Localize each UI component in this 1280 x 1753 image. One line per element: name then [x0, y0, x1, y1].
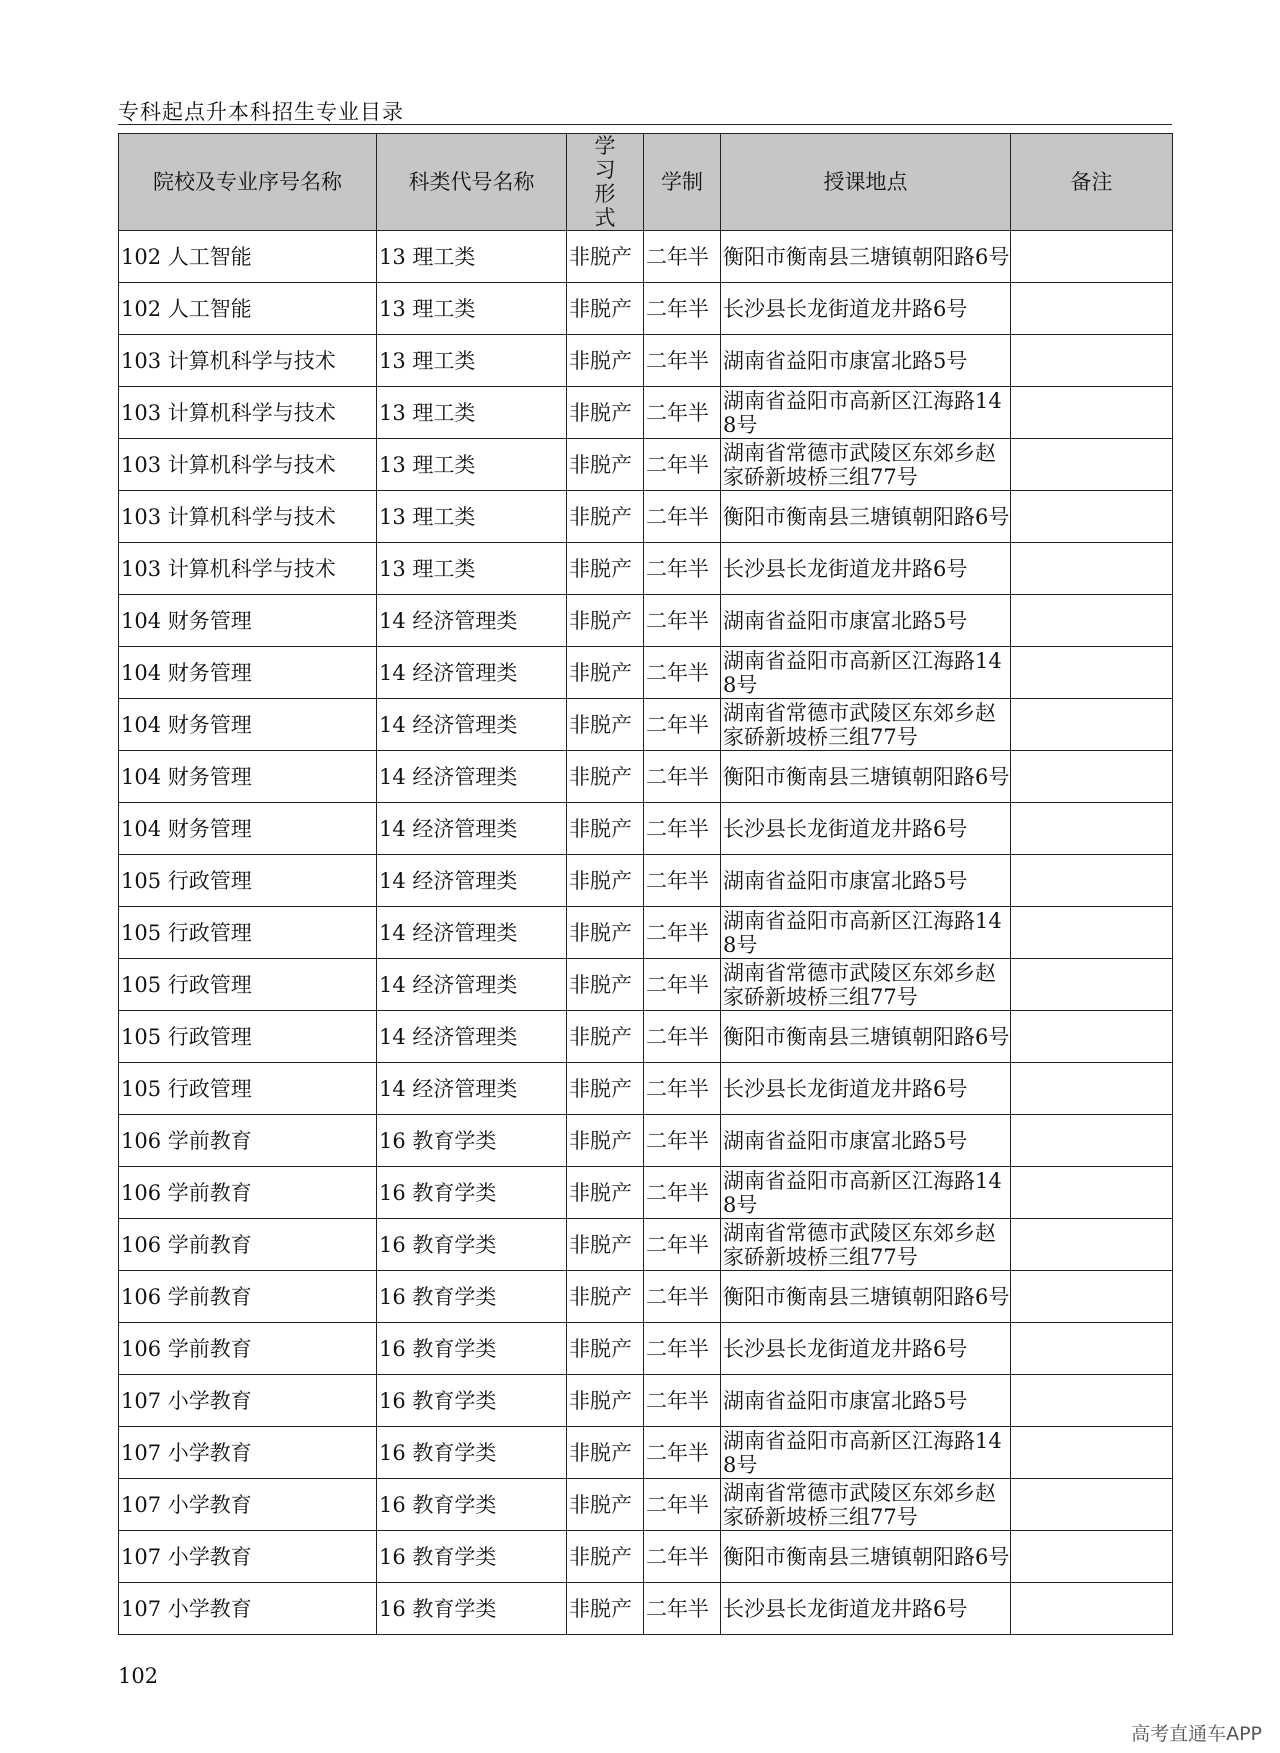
- cell-duration: 二年半: [644, 387, 721, 439]
- cell-study-form: 非脱产: [567, 1167, 644, 1219]
- page-number: 102: [118, 1664, 159, 1688]
- cell-location: 湖南省益阳市高新区江海路148号: [721, 647, 1011, 699]
- cell-category: 14 经济管理类: [377, 595, 567, 647]
- cell-study-form: 非脱产: [567, 491, 644, 543]
- cell-category: 16 教育学类: [377, 1271, 567, 1323]
- cell-location: 长沙县长龙街道龙井路6号: [721, 1583, 1011, 1635]
- cell-duration: 二年半: [644, 1479, 721, 1531]
- cell-location: 湖南省常德市武陵区东郊乡赵家硚新坡桥三组77号: [721, 699, 1011, 751]
- table-row: [119, 595, 1173, 647]
- table-row: [119, 1011, 1173, 1063]
- cell-duration: 二年半: [644, 959, 721, 1011]
- cell-category: 16 教育学类: [377, 1167, 567, 1219]
- cell-duration: 二年半: [644, 1375, 721, 1427]
- table-row: [119, 1271, 1173, 1323]
- table-row: [119, 439, 1173, 491]
- cell-major: 106 学前教育: [119, 1219, 377, 1271]
- cell-remarks: [1011, 855, 1173, 907]
- cell-major: 103 计算机科学与技术: [119, 335, 377, 387]
- table-row: [119, 907, 1173, 959]
- cell-remarks: [1011, 1479, 1173, 1531]
- cell-location: 湖南省常德市武陵区东郊乡赵家硚新坡桥三组77号: [721, 959, 1011, 1011]
- cell-duration: 二年半: [644, 907, 721, 959]
- cell-remarks: [1011, 387, 1173, 439]
- app-watermark: 高考直通车APP: [1131, 1723, 1262, 1745]
- cell-duration: 二年半: [644, 231, 721, 283]
- table-body: [119, 231, 1173, 1635]
- cell-study-form: 非脱产: [567, 335, 644, 387]
- cell-major: 105 行政管理: [119, 959, 377, 1011]
- cell-category: 16 教育学类: [377, 1323, 567, 1375]
- cell-study-form: 非脱产: [567, 699, 644, 751]
- cell-major: 105 行政管理: [119, 907, 377, 959]
- cell-location: 衡阳市衡南县三塘镇朝阳路6号: [721, 491, 1011, 543]
- cell-major: 103 计算机科学与技术: [119, 387, 377, 439]
- cell-major: 106 学前教育: [119, 1271, 377, 1323]
- cell-major: 103 计算机科学与技术: [119, 491, 377, 543]
- cell-location: 湖南省益阳市高新区江海路148号: [721, 907, 1011, 959]
- table-row: [119, 1115, 1173, 1167]
- table-row: [119, 1063, 1173, 1115]
- cell-major: 102 人工智能: [119, 231, 377, 283]
- cell-duration: 二年半: [644, 1063, 721, 1115]
- cell-category: 14 经济管理类: [377, 907, 567, 959]
- table-row: [119, 283, 1173, 335]
- cell-remarks: [1011, 231, 1173, 283]
- cell-category: 13 理工类: [377, 283, 567, 335]
- cell-remarks: [1011, 1271, 1173, 1323]
- column-header-major: 院校及专业序号名称: [119, 134, 377, 231]
- cell-major: 104 财务管理: [119, 647, 377, 699]
- cell-category: 13 理工类: [377, 543, 567, 595]
- cell-major: 103 计算机科学与技术: [119, 543, 377, 595]
- cell-study-form: 非脱产: [567, 543, 644, 595]
- table-row: [119, 803, 1173, 855]
- cell-location: 长沙县长龙街道龙井路6号: [721, 283, 1011, 335]
- cell-remarks: [1011, 1375, 1173, 1427]
- cell-location: 湖南省常德市武陵区东郊乡赵家硚新坡桥三组77号: [721, 1479, 1011, 1531]
- cell-remarks: [1011, 1167, 1173, 1219]
- cell-remarks: [1011, 1583, 1173, 1635]
- cell-duration: 二年半: [644, 439, 721, 491]
- table-row: [119, 1427, 1173, 1479]
- cell-study-form: 非脱产: [567, 595, 644, 647]
- cell-category: 14 经济管理类: [377, 1063, 567, 1115]
- cell-location: 湖南省常德市武陵区东郊乡赵家硚新坡桥三组77号: [721, 439, 1011, 491]
- cell-major: 103 计算机科学与技术: [119, 439, 377, 491]
- cell-remarks: [1011, 491, 1173, 543]
- cell-major: 106 学前教育: [119, 1167, 377, 1219]
- cell-duration: 二年半: [644, 751, 721, 803]
- cell-remarks: [1011, 1531, 1173, 1583]
- cell-duration: 二年半: [644, 1167, 721, 1219]
- cell-category: 16 教育学类: [377, 1115, 567, 1167]
- column-header-remarks: 备注: [1011, 134, 1173, 231]
- cell-location: 衡阳市衡南县三塘镇朝阳路6号: [721, 231, 1011, 283]
- cell-duration: 二年半: [644, 1583, 721, 1635]
- cell-remarks: [1011, 907, 1173, 959]
- cell-study-form: 非脱产: [567, 1375, 644, 1427]
- cell-major: 107 小学教育: [119, 1583, 377, 1635]
- cell-category: 16 教育学类: [377, 1583, 567, 1635]
- cell-study-form: 非脱产: [567, 1427, 644, 1479]
- cell-study-form: 非脱产: [567, 751, 644, 803]
- cell-study-form: 非脱产: [567, 283, 644, 335]
- cell-duration: 二年半: [644, 855, 721, 907]
- cell-category: 13 理工类: [377, 491, 567, 543]
- cell-major: 107 小学教育: [119, 1427, 377, 1479]
- cell-remarks: [1011, 543, 1173, 595]
- cell-major: 105 行政管理: [119, 1011, 377, 1063]
- cell-study-form: 非脱产: [567, 1063, 644, 1115]
- table-row: [119, 855, 1173, 907]
- cell-location: 衡阳市衡南县三塘镇朝阳路6号: [721, 1011, 1011, 1063]
- cell-major: 107 小学教育: [119, 1375, 377, 1427]
- cell-category: 16 教育学类: [377, 1427, 567, 1479]
- table-row: [119, 1531, 1173, 1583]
- cell-location: 湖南省常德市武陵区东郊乡赵家硚新坡桥三组77号: [721, 1219, 1011, 1271]
- cell-location: 湖南省益阳市康富北路5号: [721, 1115, 1011, 1167]
- cell-category: 16 教育学类: [377, 1531, 567, 1583]
- cell-major: 104 财务管理: [119, 751, 377, 803]
- cell-remarks: [1011, 647, 1173, 699]
- cell-category: 14 经济管理类: [377, 647, 567, 699]
- cell-category: 16 教育学类: [377, 1219, 567, 1271]
- cell-duration: 二年半: [644, 1011, 721, 1063]
- cell-remarks: [1011, 959, 1173, 1011]
- enrollment-catalog-table: [118, 133, 1173, 1635]
- cell-category: 13 理工类: [377, 439, 567, 491]
- cell-category: 16 教育学类: [377, 1375, 567, 1427]
- cell-study-form: 非脱产: [567, 1531, 644, 1583]
- table-row: [119, 1323, 1173, 1375]
- table-row: [119, 1219, 1173, 1271]
- cell-location: 湖南省益阳市高新区江海路148号: [721, 387, 1011, 439]
- cell-duration: 二年半: [644, 1323, 721, 1375]
- cell-study-form: 非脱产: [567, 855, 644, 907]
- table-row: [119, 1167, 1173, 1219]
- cell-category: 14 经济管理类: [377, 959, 567, 1011]
- cell-category: 14 经济管理类: [377, 751, 567, 803]
- cell-location: 湖南省益阳市高新区江海路148号: [721, 1167, 1011, 1219]
- cell-major: 107 小学教育: [119, 1479, 377, 1531]
- cell-remarks: [1011, 439, 1173, 491]
- table-row: [119, 543, 1173, 595]
- cell-location: 衡阳市衡南县三塘镇朝阳路6号: [721, 751, 1011, 803]
- cell-study-form: 非脱产: [567, 439, 644, 491]
- cell-duration: 二年半: [644, 803, 721, 855]
- header-rule: [118, 124, 1172, 125]
- cell-study-form: 非脱产: [567, 387, 644, 439]
- column-header-duration: 学制: [644, 134, 721, 231]
- cell-major: 107 小学教育: [119, 1531, 377, 1583]
- page-header-title: 专科起点升本科招生专业目录: [118, 100, 404, 124]
- cell-study-form: 非脱产: [567, 907, 644, 959]
- cell-duration: 二年半: [644, 1219, 721, 1271]
- cell-location: 湖南省益阳市康富北路5号: [721, 1375, 1011, 1427]
- cell-location: 长沙县长龙街道龙井路6号: [721, 1063, 1011, 1115]
- cell-remarks: [1011, 1115, 1173, 1167]
- cell-location: 湖南省益阳市高新区江海路148号: [721, 1427, 1011, 1479]
- table-row: [119, 1583, 1173, 1635]
- table-row: [119, 335, 1173, 387]
- cell-major: 104 财务管理: [119, 699, 377, 751]
- cell-duration: 二年半: [644, 1271, 721, 1323]
- table-row: [119, 491, 1173, 543]
- cell-location: 长沙县长龙街道龙井路6号: [721, 543, 1011, 595]
- table-row: [119, 1375, 1173, 1427]
- table-row: [119, 1479, 1173, 1531]
- cell-study-form: 非脱产: [567, 1479, 644, 1531]
- cell-category: 14 经济管理类: [377, 855, 567, 907]
- table-row: [119, 751, 1173, 803]
- cell-category: 14 经济管理类: [377, 1011, 567, 1063]
- cell-remarks: [1011, 751, 1173, 803]
- cell-duration: 二年半: [644, 1427, 721, 1479]
- cell-location: 长沙县长龙街道龙井路6号: [721, 803, 1011, 855]
- table-row: [119, 699, 1173, 751]
- cell-study-form: 非脱产: [567, 959, 644, 1011]
- cell-remarks: [1011, 1323, 1173, 1375]
- cell-study-form: 非脱产: [567, 1583, 644, 1635]
- cell-study-form: 非脱产: [567, 647, 644, 699]
- cell-study-form: 非脱产: [567, 1219, 644, 1271]
- cell-location: 湖南省益阳市康富北路5号: [721, 335, 1011, 387]
- column-header-study-form: 学习形式: [567, 134, 644, 231]
- cell-major: 105 行政管理: [119, 1063, 377, 1115]
- column-header-location: 授课地点: [721, 134, 1011, 231]
- cell-remarks: [1011, 699, 1173, 751]
- cell-duration: 二年半: [644, 647, 721, 699]
- cell-duration: 二年半: [644, 595, 721, 647]
- cell-duration: 二年半: [644, 283, 721, 335]
- cell-category: 13 理工类: [377, 335, 567, 387]
- cell-major: 105 行政管理: [119, 855, 377, 907]
- cell-major: 102 人工智能: [119, 283, 377, 335]
- cell-major: 106 学前教育: [119, 1115, 377, 1167]
- cell-study-form: 非脱产: [567, 1323, 644, 1375]
- cell-duration: 二年半: [644, 1531, 721, 1583]
- cell-study-form: 非脱产: [567, 1271, 644, 1323]
- table-header-row: [119, 134, 1173, 231]
- cell-study-form: 非脱产: [567, 231, 644, 283]
- cell-category: 14 经济管理类: [377, 803, 567, 855]
- cell-location: 衡阳市衡南县三塘镇朝阳路6号: [721, 1531, 1011, 1583]
- cell-study-form: 非脱产: [567, 1011, 644, 1063]
- table-row: [119, 959, 1173, 1011]
- cell-category: 13 理工类: [377, 231, 567, 283]
- cell-duration: 二年半: [644, 335, 721, 387]
- cell-remarks: [1011, 283, 1173, 335]
- cell-location: 湖南省益阳市康富北路5号: [721, 855, 1011, 907]
- cell-category: 16 教育学类: [377, 1479, 567, 1531]
- cell-remarks: [1011, 1011, 1173, 1063]
- cell-location: 湖南省益阳市康富北路5号: [721, 595, 1011, 647]
- table-row: [119, 231, 1173, 283]
- cell-remarks: [1011, 595, 1173, 647]
- cell-duration: 二年半: [644, 699, 721, 751]
- cell-remarks: [1011, 1063, 1173, 1115]
- cell-location: 衡阳市衡南县三塘镇朝阳路6号: [721, 1271, 1011, 1323]
- cell-duration: 二年半: [644, 543, 721, 595]
- cell-major: 104 财务管理: [119, 803, 377, 855]
- cell-study-form: 非脱产: [567, 1115, 644, 1167]
- cell-category: 14 经济管理类: [377, 699, 567, 751]
- cell-remarks: [1011, 1219, 1173, 1271]
- cell-remarks: [1011, 335, 1173, 387]
- cell-major: 104 财务管理: [119, 595, 377, 647]
- column-header-category: 科类代号名称: [377, 134, 567, 231]
- cell-duration: 二年半: [644, 1115, 721, 1167]
- cell-remarks: [1011, 803, 1173, 855]
- table-row: [119, 387, 1173, 439]
- cell-category: 13 理工类: [377, 387, 567, 439]
- cell-remarks: [1011, 1427, 1173, 1479]
- cell-study-form: 非脱产: [567, 803, 644, 855]
- table-row: [119, 647, 1173, 699]
- cell-location: 长沙县长龙街道龙井路6号: [721, 1323, 1011, 1375]
- cell-major: 106 学前教育: [119, 1323, 377, 1375]
- cell-duration: 二年半: [644, 491, 721, 543]
